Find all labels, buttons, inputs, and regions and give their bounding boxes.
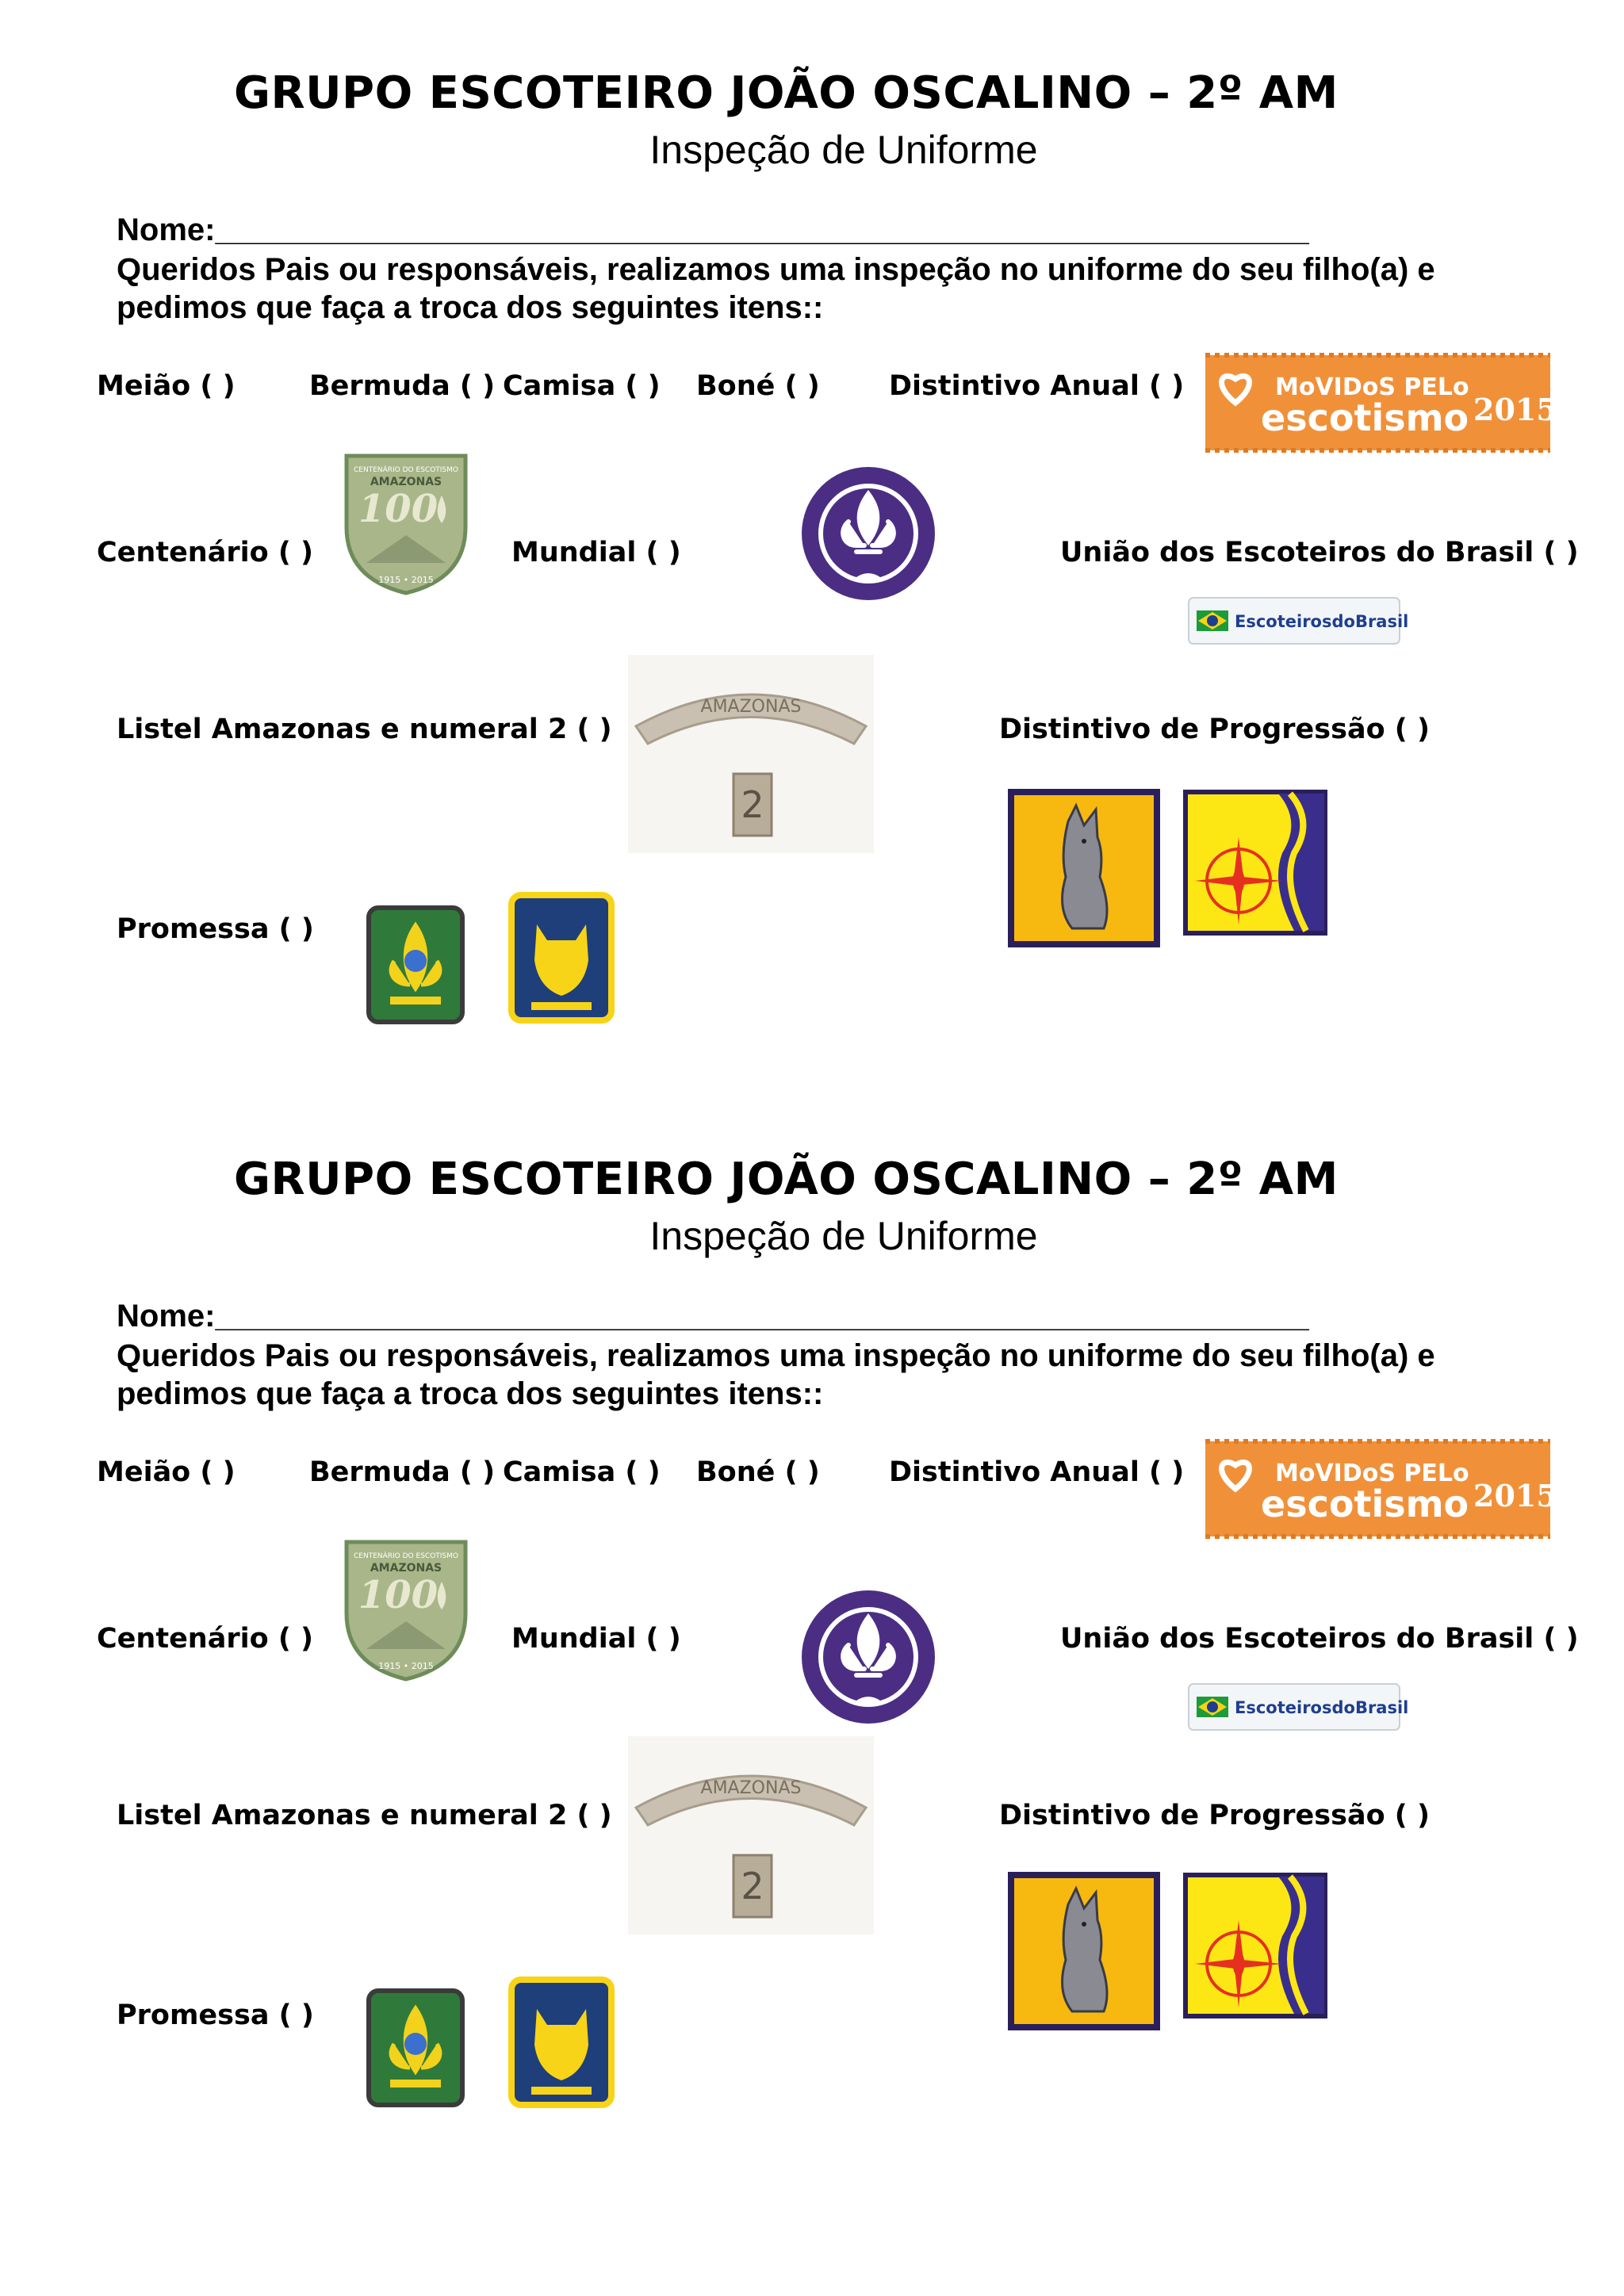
item-distintivo-anual[interactable]: Distintivo Anual ( ) — [889, 370, 1185, 402]
svg-text:2: 2 — [741, 1865, 764, 1908]
listel-badge-image — [628, 1736, 874, 1934]
form-title: GRUPO ESCOTEIRO JOÃO OSCALINO – 2º AM — [234, 67, 1339, 119]
item-progressao[interactable]: Distintivo de Progressão ( ) — [999, 714, 1430, 745]
item-promessa[interactable]: Promessa ( ) — [117, 1999, 314, 2031]
progressao-compass-badge-image — [1183, 790, 1327, 936]
svg-text:100: 100 — [358, 1573, 439, 1617]
svg-text:EscoteirosdoBrasil: EscoteirosdoBrasil — [1235, 1698, 1409, 1717]
svg-text:2015: 2015 — [1473, 1478, 1557, 1513]
item-centenario[interactable]: Centenário ( ) — [97, 1623, 314, 1655]
item-bone[interactable]: Boné ( ) — [696, 1456, 820, 1488]
svg-text:AMAZONAS: AMAZONAS — [700, 697, 802, 717]
intro-text-line1: Queridos Pais ou responsáveis, realizamos uma inspeção no uniforme do seu filho(a) e — [117, 1338, 1435, 1373]
item-camisa[interactable]: Camisa ( ) — [503, 370, 661, 402]
nome-field[interactable]: Nome:______________________________________________________________ — [117, 1299, 1309, 1334]
promessa-green-badge-image — [366, 905, 465, 1024]
svg-text:CENTENÁRIO DO ESCOTISMO: CENTENÁRIO DO ESCOTISMO — [354, 1552, 458, 1560]
progressao-wolf-badge-image — [1009, 1873, 1159, 2030]
intro-text-line2: pedimos que faça a troca dos seguintes itens:: — [117, 1376, 824, 1411]
mundial-badge-image — [801, 466, 936, 601]
mundial-badge-image — [801, 1590, 936, 1724]
svg-text:2: 2 — [741, 783, 764, 826]
inspection-form-2 — [0, 1086, 1624, 2172]
item-camisa[interactable]: Camisa ( ) — [503, 1456, 661, 1488]
svg-text:2015: 2015 — [1473, 392, 1557, 427]
intro-text-line1: Queridos Pais ou responsáveis, realizamos uma inspeção no uniforme do seu filho(a) e — [117, 252, 1435, 287]
item-bone[interactable]: Boné ( ) — [696, 370, 820, 402]
item-meiao[interactable]: Meião ( ) — [97, 1456, 236, 1488]
progressao-compass-badge-image — [1183, 1873, 1327, 2019]
item-listel[interactable]: Listel Amazonas e numeral 2 ( ) — [117, 1800, 612, 1831]
item-promessa[interactable]: Promessa ( ) — [117, 913, 314, 945]
centenario-badge-image — [343, 1538, 469, 1681]
item-progressao[interactable]: Distintivo de Progressão ( ) — [999, 1800, 1430, 1831]
svg-text:AMAZONAS: AMAZONAS — [370, 1562, 442, 1575]
progressao-wolf-badge-image — [1009, 790, 1159, 947]
promessa-wolf-badge-image — [509, 1977, 614, 2107]
listel-badge-image — [628, 655, 874, 853]
svg-text:MoVIDoS PELo: MoVIDoS PELo — [1275, 373, 1469, 401]
form-subtitle: Inspeção de Uniforme — [649, 128, 1038, 172]
svg-text:escotismo: escotismo — [1261, 1483, 1469, 1525]
svg-text:MoVIDoS PELo: MoVIDoS PELo — [1275, 1460, 1469, 1487]
svg-text:1915 • 2015: 1915 • 2015 — [378, 1661, 434, 1671]
item-distintivo-anual[interactable]: Distintivo Anual ( ) — [889, 1456, 1185, 1488]
item-bermuda[interactable]: Bermuda ( ) — [309, 1456, 496, 1488]
item-listel[interactable]: Listel Amazonas e numeral 2 ( ) — [117, 714, 612, 745]
item-mundial[interactable]: Mundial ( ) — [511, 1623, 681, 1655]
ueb-badge-image — [1187, 596, 1409, 645]
centenario-badge-image — [343, 452, 469, 595]
intro-text-line2: pedimos que faça a troca dos seguintes itens:: — [117, 290, 824, 325]
nome-field[interactable]: Nome:______________________________________________________________ — [117, 212, 1309, 247]
form-subtitle: Inspeção de Uniforme — [649, 1214, 1038, 1258]
item-ueb[interactable]: União dos Escoteiros do Brasil ( ) — [1060, 537, 1579, 568]
svg-text:1915 • 2015: 1915 • 2015 — [378, 575, 434, 585]
promessa-green-badge-image — [366, 1988, 465, 2107]
promessa-wolf-badge-image — [509, 893, 614, 1023]
form-title: GRUPO ESCOTEIRO JOÃO OSCALINO – 2º AM — [234, 1154, 1339, 1205]
item-ueb[interactable]: União dos Escoteiros do Brasil ( ) — [1060, 1623, 1579, 1655]
svg-text:AMAZONAS: AMAZONAS — [370, 476, 442, 488]
inspection-form-1 — [0, 0, 1624, 1086]
item-centenario[interactable]: Centenário ( ) — [97, 537, 314, 568]
svg-text:escotismo: escotismo — [1261, 396, 1469, 439]
distintivo-anual-badge-image — [1205, 355, 1557, 450]
item-mundial[interactable]: Mundial ( ) — [511, 537, 681, 568]
item-meiao[interactable]: Meião ( ) — [97, 370, 236, 402]
ueb-badge-image — [1187, 1682, 1409, 1732]
svg-text:EscoteirosdoBrasil: EscoteirosdoBrasil — [1235, 612, 1409, 631]
item-bermuda[interactable]: Bermuda ( ) — [309, 370, 496, 402]
svg-text:100: 100 — [358, 487, 439, 531]
distintivo-anual-badge-image — [1205, 1441, 1557, 1536]
svg-text:CENTENÁRIO DO ESCOTISMO: CENTENÁRIO DO ESCOTISMO — [354, 466, 458, 474]
svg-text:AMAZONAS: AMAZONAS — [700, 1778, 802, 1798]
